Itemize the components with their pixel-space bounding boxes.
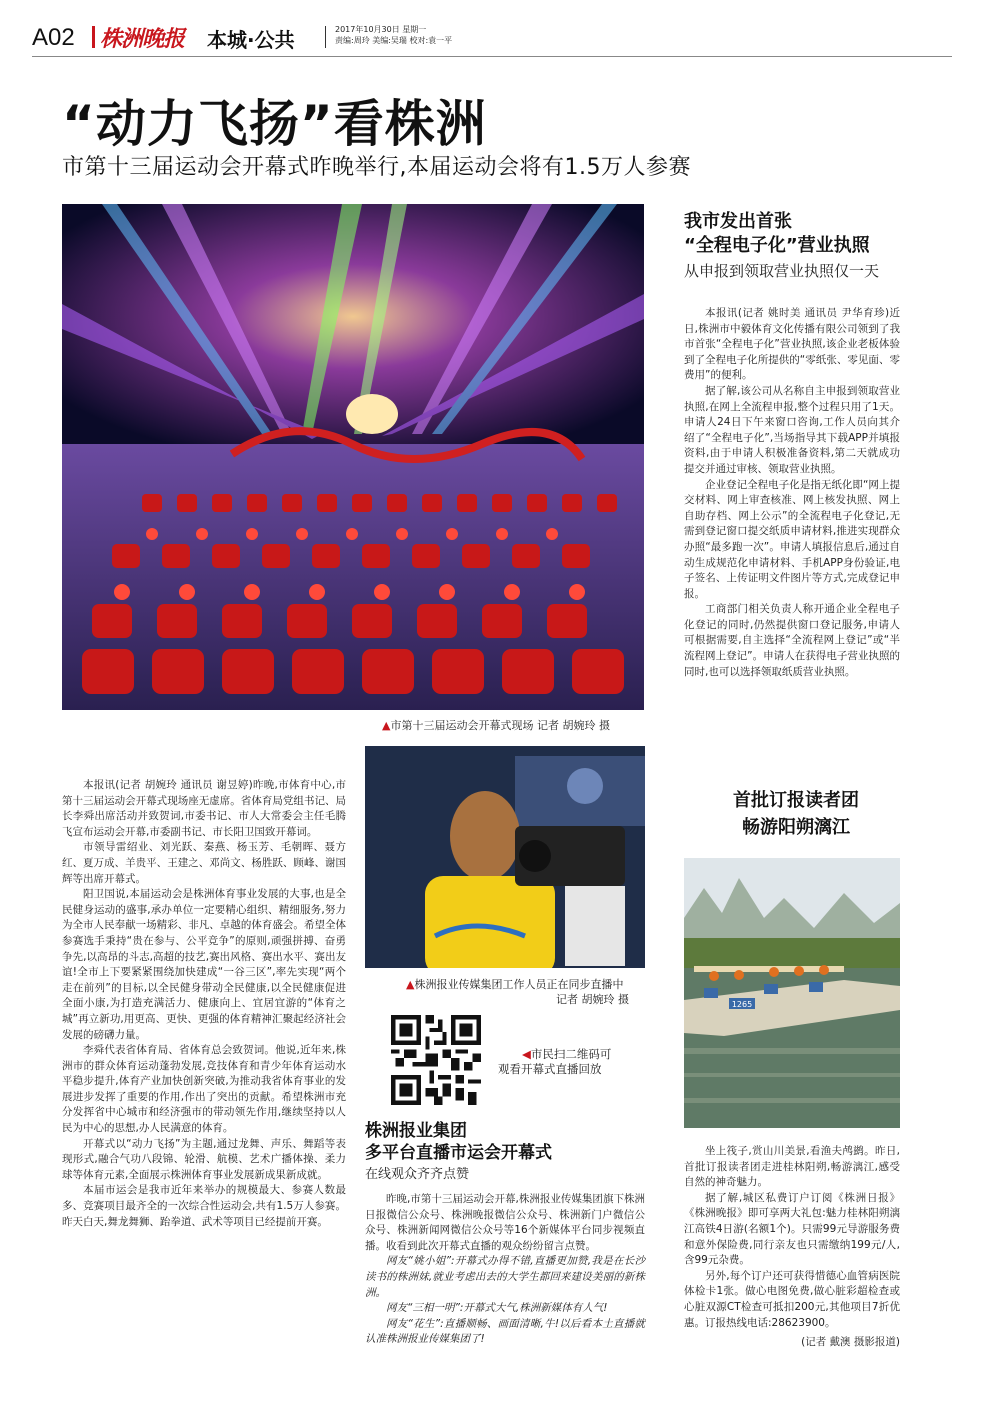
qr-caption-text: 市民扫二维码可 [530,1047,612,1061]
tour-headline [692,787,900,841]
dateline-editors: 责编:周玲 美编:吴瑞 校对:袁一平 [335,36,453,45]
tour-paragraph: 另外,每个订户还可获得惜德心血管病医院体检卡1张。做心电图免费,做心脏彩超检查或心脏双源CT检查可抵扣200元,其他项目7折优惠。订报热线电话:28623900。 [684,1269,900,1329]
tour-headline-line2: 畅游阳朔漓江 [742,817,850,838]
qr-caption-line1 [484,1047,611,1062]
broadcast-caption-text: 株洲报业传媒集团工作人员正在同步直播中 [414,978,624,991]
qr-caption [484,1047,611,1077]
section-name: 本城·公共 [207,28,295,52]
lead-paragraph: 李舜代表省体育局、省体育总会致贺词。他说,近年来,株洲市的群众体育运动蓬勃发展,竞技体育和青少年体育运动水平稳步提升,体育产业加快创新突破,为推动我省体育事业的发展进步发挥了重要的作用,作出了突出的贡献。希望株洲市充分发挥省中心城市和经济强市的带动领先作用,继续坚持以人民为中心的思想,办人民满意的体育。 [62,1044,346,1135]
header-divider [92,26,95,48]
broadcast-comment: 网友“花生”:直播顺畅、画面清晰,牛!以后看本土直播就认准株洲报业传媒集团了! [365,1317,645,1346]
boat-number: 1265 [731,1000,753,1009]
license-article-body [684,306,900,680]
lead-photo-caption-text: 市第十三届运动会开幕式现场 记者 胡婉玲 摄 [390,719,610,732]
lead-paragraph: 开幕式以“动力飞扬”为主题,通过龙舞、声乐、舞蹈等表现形式,融合气功八段锦、轮滑、航模、艺术广播体操、柔力球等体育元素,全面展示株洲体育事业发展新成果新成就。 [62,1137,346,1181]
lead-paragraph: 阳卫国说,本届运动会是株洲体育事业发展的大事,也是全民健身运动的盛事,承办单位一定要精心组织、精细服务,努力为全市人民奉献一场精彩、非凡、卓越的体育盛会。希望全体参赛选手秉持“贵在参与、公平竞争”的原则,顽强拼搏、奋勇争先,以高昂的斗志,高超的技艺,赛出风格、赛出水平、赛出友谊!全市上下要紧紧围绕加快建成“一谷三区”,率先实现“两个走在前列”的目标,以全民健身带动全民健康,以全民健康促进全面小康,为打造充满活力、健康向上、宜居宜游的“体育之城”再立新功,用更高、更快、更强的体育精神汇聚起经济社会发展的磅礴力量。 [62,888,346,1041]
broadcast-headline-line1: 株洲报业集团 [365,1121,467,1141]
opening-ceremony-illustration [62,204,644,710]
li-river-illustration [684,858,900,1128]
broadcast-headline-line2: 多平台直播市运会开幕式 [365,1143,552,1163]
broadcast-subhead: 在线观众齐齐点赞 [365,1167,470,1182]
qr-code-icon[interactable] [391,1015,481,1105]
license-subhead: 从申报到领取营业执照仅一天 [684,262,880,280]
header-separator [325,26,326,48]
li-river-photo [684,858,900,1128]
license-paragraph: 企业登记全程电子化是指无纸化即“网上提交材料、网上审查核准、网上核发执照、网上自助存档、网上公示”的全流程电子化登记,无需到登记窗口提交纸质申请材料,推进实现群众办照“最多跑一次”。申请人填报信息后,通过自动生成规范化申请材料、手机APP身份验证,电子签名、上传证明文件图片等方式,完成登记申报。 [684,478,900,600]
lead-article-body [62,778,346,1230]
header-rule [32,56,952,57]
broadcast-paragraph: 昨晚,市第十三届运动会开幕,株洲报业传媒集团旗下株洲日报微信公众号、株洲晚报微信公众号、株洲新门户微信公众号、株洲新闻网微信公众号等16个新媒体平台同步视频直播。收看到此次开幕式直播的观众纷纷留言点赞。 [365,1193,645,1252]
qr-code[interactable] [391,1015,481,1105]
dateline-date: 2017年10月30日 星期一 [335,25,427,34]
broadcast-photo-caption-line1 [406,977,646,992]
broadcast-article-body [365,1192,645,1348]
broadcast-photo-credit: 记者 胡婉玲 摄 [556,993,629,1006]
lead-headline: “动力飞扬”看株洲 [62,95,487,153]
broadcast-comment: 网友“三相一明”:开幕式大气,株洲新媒体有人气! [386,1302,608,1315]
lead-paragraph: 本报讯(记者 胡婉玲 通讯员 谢昱婷)昨晚,市体育中心,市第十三届运动会开幕式现场座无虚席。省体育局党组书记、局长李舜出席活动并致贺词,市委书记、市人大常委会主任毛腾飞宣布运动会开幕,市委副书记、市长阳卫国致开幕词。 [62,779,346,838]
license-headline [684,210,870,258]
caption-marker-icon: ▲ [382,719,391,732]
license-headline-line1: 我市发出首张 [684,211,792,232]
caption-marker-icon: ▲ [406,978,415,991]
lead-photo-caption [382,717,610,733]
lead-paragraph: 市领导雷绍业、刘光跃、秦燕、杨玉芳、毛朝晖、聂方红、夏万成、羊贵平、王建之、邓尚文、杨胜跃、顾峰、谢国辉等出席开幕式。 [62,841,346,885]
page-number: A02 [32,24,75,51]
masthead-logo: 株洲晚报 [100,26,185,52]
tour-paragraph: 坐上筏子,赏山川美景,看渔夫鸬鹚。昨日,首批订报读者团走进桂林阳朔,畅游漓江,感受自然的神奇魅力。 [684,1145,900,1189]
tour-byline: (记者 戴澳 摄影报道) [801,1336,900,1349]
broadcast-comment: 网友“姚小姐”:开幕式办得不错,直播更加赞,我是在长沙读书的株洲妹,就业考虑出去的大学生都回来建设美丽的新株洲。 [365,1255,645,1299]
opening-ceremony-photo [62,204,644,710]
dateline [335,24,452,46]
tour-headline-line1: 首批订报读者团 [733,790,859,811]
license-paragraph: 工商部门相关负责人称开通企业全程电子化登记的同时,仍然提供窗口登记服务,申请人可根据需要,自主选择“全流程网上登记”或“半流程网上登记”。申请人在获得电子营业执照的同时,也可以选择领取纸质营业执照。 [684,603,900,678]
tour-article-body [684,1144,900,1351]
license-paragraph: 据了解,该公司从名称自主申报到领取营业执照,在网上全流程申报,整个过程只用了1天。申请人24日下午来窗口咨询,工作人员向其介绍了“全程电子化”,当场指导其下载APP并填报资料,由于申请人积极准备资料,第二天就成功提交并通过审核、领取营业执照。 [684,384,900,475]
live-broadcast-photo [365,746,645,968]
broadcast-headline [365,1120,552,1164]
tour-paragraph: 据了解,城区私费订户订阅《株洲日报》《株洲晚报》即可享两大礼包:魅力桂林阳朔漓江高铁4日游(名额1个)。只需99元导游服务费和意外保险费,同行亲友也只需缴纳199元/人,含99元杂费。 [684,1191,900,1267]
license-paragraph: 本报讯(记者 姚时美 通讯员 尹华育珍)近日,株洲市中毅体育文化传播有限公司领到了我市首张“全程电子化”营业执照,该企业老板体验到了全程电子化所提供的“零纸张、零见面、零费用”的便利。 [684,307,900,382]
lead-paragraph: 本届市运会是我市近年来举办的规模最大、参赛人数最多、竞赛项目最齐全的一次综合性运动会,共有1.5万人参赛。昨天白天,舞龙舞狮、跆拳道、武术等项目已经提前开赛。 [62,1184,346,1228]
qr-caption-line2: 观看开幕式直播回放 [498,1062,602,1076]
lead-subhead: 市第十三届运动会开幕式昨晚举行,本届运动会将有1.5万人参赛 [62,155,691,180]
license-headline-line2: “全程电子化”营业执照 [684,235,870,256]
caption-marker-left-icon: ◀ [522,1047,531,1061]
broadcast-photo-caption [406,977,646,1007]
live-broadcast-illustration [365,746,645,968]
